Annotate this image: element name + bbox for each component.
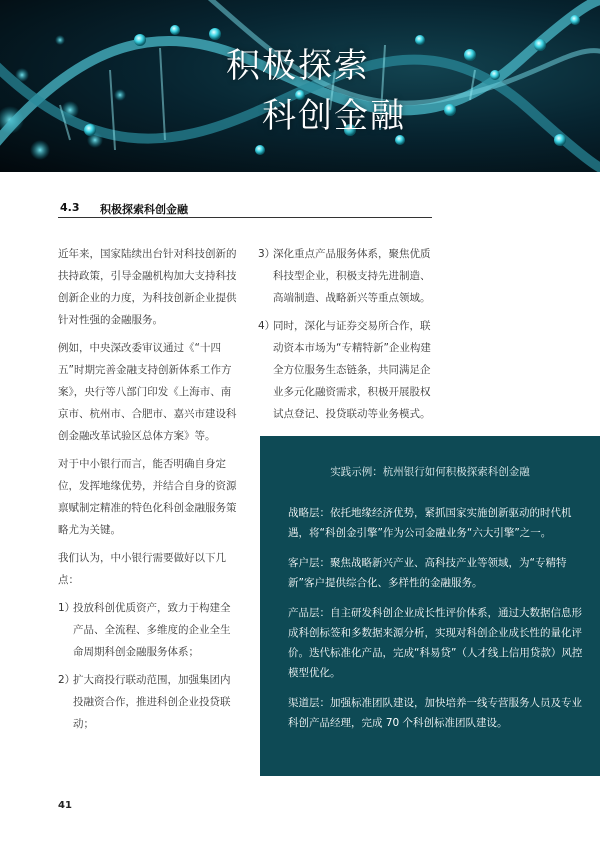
list-item: [258, 315, 440, 425]
hero-title-line2: 科创金融: [262, 96, 406, 136]
case-study-box: [260, 436, 600, 776]
case-study-title: 实践示例：杭州银行如何积极探索科创金融: [330, 466, 530, 478]
list-item: [258, 243, 440, 309]
paragraph: 我们认为，中小银行需要做好以下几点：: [58, 552, 226, 586]
case-paragraph-channel: 渠道层：加强标准团队建设，加快培养一线专营服务人员及专业科创产品经理，完成 70 个科创标准团队建设。: [288, 697, 582, 729]
case-paragraph-customer: 客户层：聚焦战略新兴产业、高科技产业等领域，为“专精特新”客户提供综合化、多样性的金融服务。: [288, 557, 567, 589]
list-item-text: 深化重点产品服务体系，聚焦优质科技型企业，积极支持先进制造、高端制造、战略新兴等重点领域。: [273, 248, 431, 304]
hero-banner: [0, 0, 600, 172]
page-number: 41: [58, 800, 72, 811]
case-paragraph-product: 产品层：自主研发科创企业成长性评价体系，通过大数据信息形成科创标签和多数据来源分析，实现对科创企业成长性的量化评价。迭代标准化产品，完成“科易贷”（人才线上信用贷款）风控模型优化。: [288, 607, 583, 679]
section-number: 4.3: [60, 201, 80, 214]
list-item-text: 同时，深化与证券交易所合作，联动资本市场为“专精特新”企业构建全方位服务生态链条，共同满足企业多元化融资需求，积极开展股权试点登记、投贷联动等业务模式。: [273, 320, 431, 420]
section-title: 积极探索科创金融: [100, 203, 188, 216]
section-heading: [58, 198, 432, 218]
paragraph: 对于中小银行而言，能否明确自身定位，发挥地缘优势，并结合自身的资源禀赋制定精准的特色化科创金融服务策略尤为关键。: [58, 458, 237, 536]
paragraph: 近年来，国家陆续出台针对科技创新的扶持政策，引导金融机构加大支持科技创新企业的力度，为科技创新企业提供针对性强的金融服务。: [58, 248, 237, 326]
left-column: [58, 243, 238, 741]
list-item: [58, 669, 238, 735]
right-column: [258, 243, 440, 431]
list-item: [58, 597, 238, 663]
list-marker: 3）: [258, 248, 276, 260]
list-marker: 2）: [58, 674, 76, 686]
paragraph: 例如，中央深改委审议通过《“十四五”时期完善金融支持创新体系工作方案》，央行等八部门印发《上海市、南京市、杭州市、合肥市、嘉兴市建设科创金融改革试验区总体方案》等。: [58, 342, 237, 442]
list-item-text: 投放科创优质资产，致力于构建全产品、全流程、多维度的企业全生命周期科创金融服务体系；: [73, 602, 231, 658]
list-marker: 1）: [58, 602, 76, 614]
case-study-body: [288, 503, 583, 743]
hero-title-line1: 积极探索: [226, 46, 370, 86]
case-paragraph-strategy: 战略层：依托地缘经济优势，紧抓国家实施创新驱动的时代机遇，将“科创金引擎”作为公司金融业务“六大引擎”之一。: [288, 507, 572, 539]
list-item-text: 扩大商投行联动范围，加强集团内投融资合作，推进科创企业投贷联动；: [73, 674, 231, 730]
list-marker: 4）: [258, 320, 276, 332]
